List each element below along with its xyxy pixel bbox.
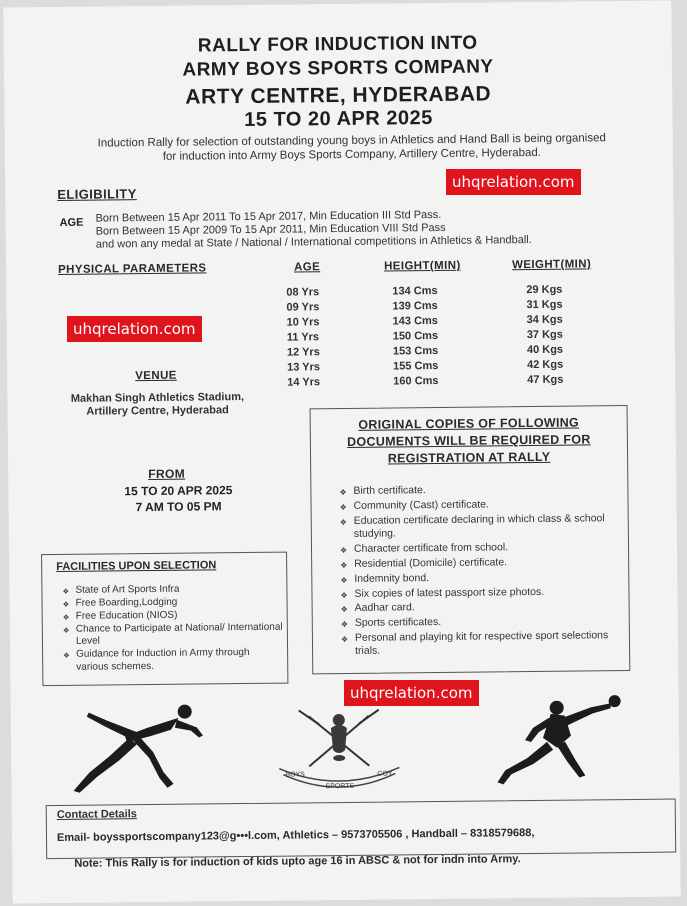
footer-note: Note: This Rally is for induction of kids upto age 16 in ABSC & not for indn into Army.: [74, 853, 521, 870]
watermark: uhqrelation.com: [67, 316, 202, 342]
facilities-box: [41, 552, 288, 687]
venue-heading: VENUE: [135, 369, 177, 383]
age-label: AGE: [59, 216, 84, 229]
weight-column-header: WEIGHT(MIN): [511, 258, 592, 272]
list-item: ❖ Guidance for Induction in Army through various schemes.: [63, 647, 283, 674]
documents-heading: [311, 414, 628, 468]
weight-cell: 47 Kgs: [527, 373, 564, 387]
weight-cell: 31 Kgs: [526, 298, 563, 312]
height-cell: 155 Cms: [393, 359, 439, 373]
physical-parameters-heading: PHYSICAL PARAMETERS: [58, 262, 207, 276]
height-cell: 153 Cms: [392, 344, 439, 358]
runner-silhouette-icon: [67, 697, 208, 798]
weight-cell: 42 Kgs: [527, 358, 564, 372]
height-cell: 134 Cms: [392, 284, 438, 298]
height-cell: 150 Cms: [392, 329, 439, 343]
contact-box: [46, 799, 677, 860]
documents-list: [339, 482, 621, 660]
eligibility-details: [95, 207, 655, 252]
title-line-4: 15 TO 20 APR 2025: [244, 107, 433, 132]
facilities-list: [62, 583, 283, 675]
age-cell: 14 Yrs: [287, 376, 321, 389]
contact-heading: Contact Details: [56, 808, 137, 822]
age-cell: 10 Yrs: [286, 316, 320, 329]
eligibility-line-3: and won any medal at State / National / International competitions in Athletics & Handball.: [95, 234, 532, 251]
list-item: ❖ Residential (Domicile) certificate.: [340, 555, 620, 571]
rally-time: 7 AM TO 05 PM: [135, 499, 222, 515]
facilities-heading: FACILITIES UPON SELECTION: [56, 559, 217, 573]
list-item: ❖ Sports certificates.: [341, 614, 621, 630]
list-item: ❖ Aadhar card.: [341, 600, 621, 616]
height-cell: 160 Cms: [393, 374, 439, 388]
poster-sheet: [3, 1, 680, 904]
crossed-swords-emblem-icon: [269, 701, 410, 798]
weight-cell: 40 Kgs: [526, 343, 564, 357]
documents-heading-line: ORIGINAL COPIES OF FOLLOWING: [358, 415, 580, 432]
list-item: ❖ Education certificate declaring in which class & school studying.: [340, 512, 620, 541]
list-item: ❖ Six copies of latest passport size photos.: [340, 585, 620, 601]
venue-line-1: Makhan Singh Athletics Stadium,: [70, 391, 245, 405]
title-line-3: ARTY CENTRE, HYDERABAD: [185, 82, 492, 109]
emblem-left-text: BOYS: [285, 771, 305, 779]
watermark: uhqrelation.com: [344, 680, 479, 706]
weight-cell: 29 Kgs: [526, 283, 563, 297]
documents-heading-line: DOCUMENTS WILL BE REQUIRED FOR: [347, 432, 591, 449]
schedule-details: [88, 482, 268, 516]
weight-cell: 37 Kgs: [526, 328, 563, 342]
contact-details: Email- boyssportscompany123@g•••l.com, Athletics – 9573705506 , Handball – 8318579688,: [56, 827, 535, 845]
title-line-2: ARMY BOYS SPORTS COMPANY: [182, 56, 494, 81]
age-cell: 13 Yrs: [287, 361, 321, 374]
age-cell: 11 Yrs: [286, 331, 320, 344]
age-column-header: AGE: [294, 261, 321, 274]
list-item: ❖ Free Education (NIOS): [63, 609, 283, 624]
venue-address: [47, 391, 267, 419]
eligibility-heading: ELIGIBILITY: [57, 186, 137, 202]
rally-dates: 15 TO 20 APR 2025: [124, 483, 233, 499]
height-column-header: HEIGHT(MIN): [383, 259, 461, 273]
handball-player-silhouette-icon: [487, 691, 628, 792]
list-item: ❖ Character certificate from school.: [340, 540, 620, 556]
age-cell: 08 Yrs: [286, 286, 320, 299]
weight-cell: 34 Kgs: [526, 313, 563, 327]
age-cell: 09 Yrs: [286, 301, 320, 314]
schedule-heading: FROM: [148, 466, 186, 482]
eligibility-line-1: Born Between 15 Apr 2011 To 15 Apr 2017, Min Education III Std Pass.: [95, 208, 442, 225]
watermark: uhqrelation.com: [446, 169, 581, 195]
list-item: ❖ Indemnity bond.: [340, 570, 620, 586]
documents-heading-line: REGISTRATION AT RALLY: [387, 449, 551, 466]
intro-line-1: Induction Rally for selection of outstanding young boys in Athletics and Hand Ball is being organised: [97, 132, 606, 150]
emblem-bottom-text: SPORTS: [325, 782, 355, 791]
emblem-right-text: COY: [377, 770, 393, 778]
list-item: ❖ Community (Cast) certificate.: [340, 497, 620, 513]
intro-line-2: for induction into Army Boys Sports Company, Artillery Centre, Hyderabad.: [162, 146, 542, 163]
list-item: ❖ Birth certificate.: [339, 482, 619, 498]
eligibility-line-2: Born Between 15 Apr 2009 To 15 Apr 2011, Min Education VIII Std Pass: [95, 221, 446, 238]
list-item: ❖ Free Boarding,Lodging: [63, 596, 283, 611]
height-cell: 139 Cms: [392, 299, 438, 313]
list-item: ❖ State of Art Sports Infra: [62, 583, 282, 598]
list-item: ❖ Chance to Participate at National/ International Level: [63, 622, 283, 649]
height-cell: 143 Cms: [392, 314, 438, 328]
title-line-1: RALLY FOR INDUCTION INTO: [197, 32, 478, 57]
intro-paragraph: [57, 131, 647, 165]
documents-box: [310, 405, 631, 674]
list-item: ❖ Personal and playing kit for respective sport selections trials.: [341, 629, 621, 658]
age-cell: 12 Yrs: [286, 346, 320, 359]
venue-line-2: Artillery Centre, Hyderabad: [86, 404, 229, 418]
